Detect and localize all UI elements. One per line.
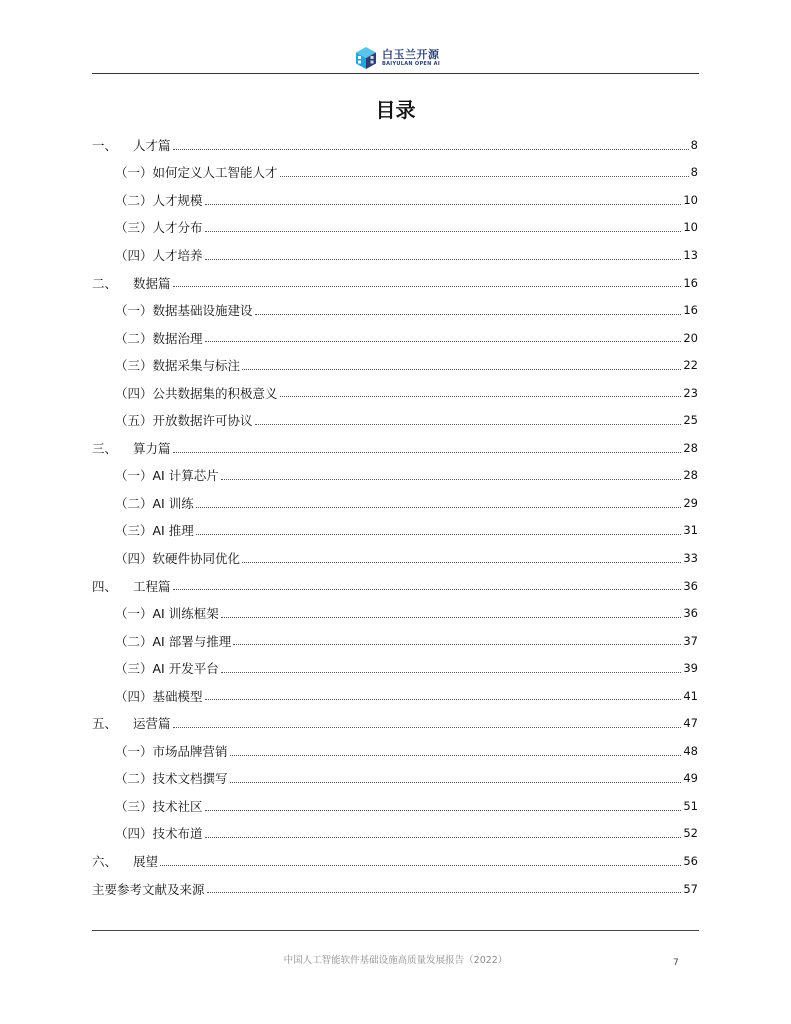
toc-entry[interactable] [92,765,698,793]
toc-entry-label: （二）技术文档撰写 [115,771,228,787]
toc-entry-page: 41 [683,688,698,703]
toc-entry-page: 49 [683,771,698,786]
toc-entry-label: （三）AI 推理 [115,523,194,539]
toc-entry-label: （四）技术布道 [115,826,203,842]
toc-entry-label: （二）数据治理 [115,330,203,346]
toc-entry[interactable] [92,572,698,600]
toc-entry-page: 36 [683,606,698,621]
toc-dot-leader [280,396,682,397]
toc-entry-label: 人才篇 [133,137,171,153]
toc-entry-page: 51 [683,798,698,813]
toc-entry[interactable] [92,599,698,627]
toc-entry-label: 数据篇 [133,275,171,291]
toc-entry[interactable] [92,186,698,214]
toc-entry-label: （四）基础模型 [115,688,203,704]
toc-entry[interactable] [92,875,698,903]
toc-entry-label: （一）数据基础设施建设 [115,303,253,319]
toc-entry-number: 四、 [92,578,118,594]
toc-entry[interactable] [92,544,698,572]
header-logo [355,45,465,71]
toc-entry-number: 六、 [92,853,118,869]
toc-dot-leader [173,589,682,590]
toc-entry-page: 37 [683,633,698,648]
toc-entry[interactable] [92,159,698,187]
page-number: 7 [673,958,679,968]
toc-entry-page: 36 [683,578,698,593]
toc-entry-page: 33 [683,550,698,565]
toc-dot-leader [205,699,682,700]
toc-dot-leader [205,341,682,342]
toc-entry-label: （三）AI 开发平台 [115,661,219,677]
toc-entry-page: 16 [683,303,698,318]
logo-text-cn: 白玉兰开源 [382,48,440,61]
toc-dot-leader [221,672,682,673]
toc-entry[interactable] [92,462,698,490]
toc-entry-label: （四）软硬件协同优化 [115,550,241,566]
toc-entry[interactable] [92,269,698,297]
toc-entry[interactable] [92,627,698,655]
toc-entry-page: 28 [683,468,698,483]
toc-dot-leader [233,644,681,645]
toc-dot-leader [242,369,681,370]
toc-dot-leader [173,149,689,150]
toc-dot-leader [173,452,682,453]
page-title: 目录 [375,98,416,122]
header-rule [92,73,699,74]
toc-entry-label: 工程篇 [133,578,171,594]
toc-dot-leader [255,314,682,315]
toc-dot-leader [196,534,682,535]
toc-entry-label: （一）如何定义人工智能人才 [115,165,278,181]
toc-entry-page: 29 [683,495,698,510]
toc-entry-label: 运营篇 [133,716,171,732]
toc-entry-number: 二、 [92,275,118,291]
toc-entry-page: 25 [683,413,698,428]
toc-entry-page: 56 [683,853,698,868]
toc-dot-leader [205,259,682,260]
toc-entry-page: 28 [683,440,698,455]
toc-entry-label: （五）开放数据许可协议 [115,413,253,429]
toc-entry[interactable] [92,324,698,352]
toc-entry-label: （一）AI 训练框架 [115,606,219,622]
toc-entry[interactable] [92,296,698,324]
toc-dot-leader [230,755,682,756]
toc-dot-leader [280,176,689,177]
toc-entry[interactable] [92,820,698,848]
toc-dot-leader [221,617,682,618]
toc-entry-number: 一、 [92,137,118,153]
toc-entry-page: 20 [683,330,698,345]
toc-entry[interactable] [92,489,698,517]
toc-entry[interactable] [92,792,698,820]
toc-dot-leader [196,507,682,508]
toc-dot-leader [205,231,682,232]
toc-entry-label: （三）数据采集与标注 [115,358,241,374]
toc-entry[interactable] [92,737,698,765]
toc-entry-number: 五、 [92,716,118,732]
toc-entry[interactable] [92,379,698,407]
toc-entry-label: （三）技术社区 [115,798,203,814]
logo-text-en: BAIYULAN OPEN AI [382,61,440,67]
toc-entry-label: （二）AI 部署与推理 [115,633,232,649]
toc-entry-page: 31 [683,523,698,538]
toc-entry-page: 10 [683,220,698,235]
toc-dot-leader [255,424,682,425]
table-of-contents [92,131,698,902]
toc-entry-page: 22 [683,358,698,373]
toc-entry[interactable] [92,682,698,710]
toc-entry-page: 48 [683,743,698,758]
toc-entry-page: 52 [683,826,698,841]
toc-entry-label: 主要参考文献及来源 [92,881,205,897]
toc-entry-number: 三、 [92,440,118,456]
toc-dot-leader [160,865,681,866]
cube-logo-icon [355,46,377,70]
toc-entry-page: 47 [683,716,698,731]
toc-dot-leader [205,810,682,811]
toc-entry[interactable] [92,654,698,682]
toc-entry-label: （二）AI 训练 [115,495,194,511]
toc-entry[interactable] [92,709,698,737]
toc-entry[interactable] [92,351,698,379]
toc-entry[interactable] [92,517,698,545]
footer-text: 中国人工智能软件基础设施高质量发展报告（2022） [283,955,508,966]
toc-entry-label: （一）AI 计算芯片 [115,468,219,484]
toc-entry[interactable] [92,131,698,159]
toc-dot-leader [173,286,682,287]
toc-entry-label: （三）人才分布 [115,220,203,236]
toc-dot-leader [230,782,682,783]
toc-dot-leader [205,837,682,838]
toc-dot-leader [173,727,682,728]
toc-entry-label: （四）公共数据集的积极意义 [115,385,278,401]
toc-dot-leader [242,562,681,563]
toc-entry-label: （一）市场品牌营销 [115,743,228,759]
footer-rule [92,930,699,931]
toc-dot-leader [221,479,682,480]
toc-entry-label: 算力篇 [133,440,171,456]
toc-entry-page: 13 [683,247,698,262]
toc-entry-label: 展望 [133,853,159,869]
toc-entry[interactable] [92,434,698,462]
toc-entry-label: （二）人才规模 [115,192,203,208]
toc-entry-page: 39 [683,661,698,676]
toc-entry-page: 10 [683,192,698,207]
toc-entry[interactable] [92,241,698,269]
toc-entry-page: 8 [690,137,698,152]
toc-dot-leader [207,892,682,893]
toc-entry[interactable] [92,847,698,875]
toc-entry-page: 16 [683,275,698,290]
toc-entry-page: 57 [683,881,698,896]
toc-entry-page: 23 [683,385,698,400]
toc-entry[interactable] [92,406,698,434]
toc-entry-page: 8 [690,165,698,180]
toc-entry-label: （四）人才培养 [115,247,203,263]
toc-entry[interactable] [92,214,698,242]
toc-dot-leader [205,204,682,205]
